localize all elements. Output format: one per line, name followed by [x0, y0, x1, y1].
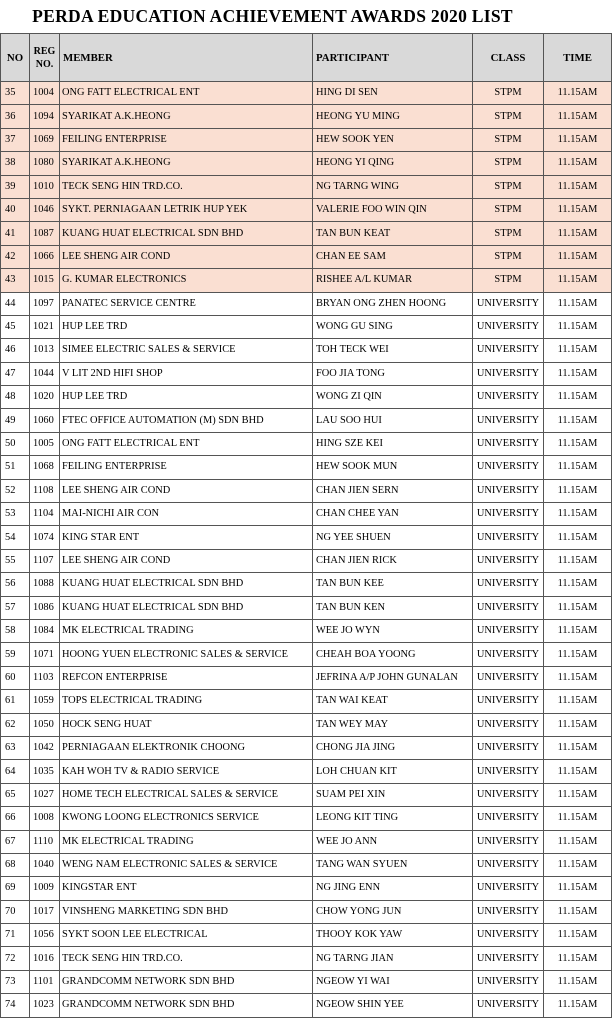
table-row	[1, 690, 612, 713]
reg-number: 1020	[30, 386, 60, 409]
table-row	[1, 222, 612, 245]
reg-number: 1017	[30, 900, 60, 923]
participant-name: TOH TECK WEI	[313, 339, 473, 362]
time-label: 11.15AM	[544, 924, 612, 947]
participant-name: NG TARNG JIAN	[313, 947, 473, 970]
row-number: 66	[1, 807, 30, 830]
class-label: STPM	[473, 245, 544, 268]
reg-number: 1101	[30, 970, 60, 993]
member-name: ONG FATT ELECTRICAL ENT	[60, 432, 313, 455]
member-name: MK ELECTRICAL TRADING	[60, 830, 313, 853]
reg-number: 1059	[30, 690, 60, 713]
member-name: MAI-NICHI AIR CON	[60, 503, 313, 526]
time-label: 11.15AM	[544, 362, 612, 385]
header-time: TIME	[544, 34, 612, 82]
table-row	[1, 409, 612, 432]
reg-number: 1066	[30, 245, 60, 268]
time-label: 11.15AM	[544, 736, 612, 759]
class-label: UNIVERSITY	[473, 339, 544, 362]
participant-name: WEE JO ANN	[313, 830, 473, 853]
table-row	[1, 643, 612, 666]
row-number: 74	[1, 994, 30, 1017]
class-label: UNIVERSITY	[473, 409, 544, 432]
participant-name: HEW SOOK MUN	[313, 456, 473, 479]
class-label: UNIVERSITY	[473, 456, 544, 479]
class-label: UNIVERSITY	[473, 479, 544, 502]
header-reg-line1: REG	[33, 45, 56, 57]
row-number: 57	[1, 596, 30, 619]
member-name: SYARIKAT A.K.HEONG	[60, 152, 313, 175]
class-label: UNIVERSITY	[473, 783, 544, 806]
time-label: 11.15AM	[544, 503, 612, 526]
time-label: 11.15AM	[544, 245, 612, 268]
participant-name: CHOW YONG JUN	[313, 900, 473, 923]
class-label: UNIVERSITY	[473, 432, 544, 455]
time-label: 11.15AM	[544, 549, 612, 572]
reg-number: 1074	[30, 526, 60, 549]
participant-name: HEONG YU MING	[313, 105, 473, 128]
reg-number: 1103	[30, 666, 60, 689]
row-number: 36	[1, 105, 30, 128]
table-row	[1, 339, 612, 362]
participant-name: RISHEE A/L KUMAR	[313, 269, 473, 292]
row-number: 70	[1, 900, 30, 923]
participant-name: HING SZE KEI	[313, 432, 473, 455]
row-number: 49	[1, 409, 30, 432]
time-label: 11.15AM	[544, 128, 612, 151]
table-row	[1, 994, 612, 1017]
table-row	[1, 549, 612, 572]
time-label: 11.15AM	[544, 409, 612, 432]
member-name: KUANG HUAT ELECTRICAL SDN BHD	[60, 573, 313, 596]
header-reg-line2: NO.	[35, 58, 54, 70]
participant-name: WONG GU SING	[313, 315, 473, 338]
class-label: UNIVERSITY	[473, 877, 544, 900]
table-row	[1, 292, 612, 315]
time-label: 11.15AM	[544, 877, 612, 900]
member-name: GRANDCOMM NETWORK SDN BHD	[60, 994, 313, 1017]
row-number: 47	[1, 362, 30, 385]
class-label: UNIVERSITY	[473, 924, 544, 947]
member-name: TOPS ELECTRICAL TRADING	[60, 690, 313, 713]
member-name: TECK SENG HIN TRD.CO.	[60, 175, 313, 198]
row-number: 61	[1, 690, 30, 713]
member-name: SIMEE ELECTRIC SALES & SERVICE	[60, 339, 313, 362]
member-name: SYARIKAT A.K.HEONG	[60, 105, 313, 128]
page-title: PERDA EDUCATION ACHIEVEMENT AWARDS 2020 LIST	[32, 6, 513, 26]
table-row	[1, 573, 612, 596]
time-label: 11.15AM	[544, 853, 612, 876]
participant-name: HEONG YI QING	[313, 152, 473, 175]
member-name: KING STAR ENT	[60, 526, 313, 549]
table-row	[1, 783, 612, 806]
member-name: SYKT. PERNIAGAAN LETRIK HUP YEK	[60, 198, 313, 221]
row-number: 51	[1, 456, 30, 479]
table-row	[1, 970, 612, 993]
row-number: 62	[1, 713, 30, 736]
class-label: UNIVERSITY	[473, 643, 544, 666]
class-label: UNIVERSITY	[473, 947, 544, 970]
member-name: KUANG HUAT ELECTRICAL SDN BHD	[60, 596, 313, 619]
member-name: MK ELECTRICAL TRADING	[60, 619, 313, 642]
table-row	[1, 245, 612, 268]
table-row	[1, 105, 612, 128]
header-class: CLASS	[473, 34, 544, 82]
reg-number: 1104	[30, 503, 60, 526]
time-label: 11.15AM	[544, 386, 612, 409]
member-name: ONG FATT ELECTRICAL ENT	[60, 82, 313, 105]
class-label: STPM	[473, 105, 544, 128]
table-row	[1, 619, 612, 642]
row-number: 73	[1, 970, 30, 993]
table-row	[1, 152, 612, 175]
participant-name: CHAN JIEN SERN	[313, 479, 473, 502]
row-number: 38	[1, 152, 30, 175]
member-name: FEILING ENTERPRISE	[60, 128, 313, 151]
time-label: 11.15AM	[544, 596, 612, 619]
row-number: 45	[1, 315, 30, 338]
table-row	[1, 736, 612, 759]
table-row	[1, 853, 612, 876]
time-label: 11.15AM	[544, 456, 612, 479]
member-name: TECK SENG HIN TRD.CO.	[60, 947, 313, 970]
header-member: MEMBER	[60, 34, 313, 82]
table-row	[1, 713, 612, 736]
reg-number: 1110	[30, 830, 60, 853]
class-label: STPM	[473, 82, 544, 105]
table-body	[1, 82, 612, 1018]
class-label: UNIVERSITY	[473, 900, 544, 923]
table-row	[1, 128, 612, 151]
participant-name: VALERIE FOO WIN QIN	[313, 198, 473, 221]
awards-table	[0, 33, 612, 1018]
member-name: G. KUMAR ELECTRONICS	[60, 269, 313, 292]
time-label: 11.15AM	[544, 198, 612, 221]
member-name: LEE SHENG AIR COND	[60, 479, 313, 502]
participant-name: LOH CHUAN KIT	[313, 760, 473, 783]
class-label: UNIVERSITY	[473, 666, 544, 689]
class-label: UNIVERSITY	[473, 386, 544, 409]
row-number: 41	[1, 222, 30, 245]
member-name: GRANDCOMM NETWORK SDN BHD	[60, 970, 313, 993]
row-number: 44	[1, 292, 30, 315]
time-label: 11.15AM	[544, 830, 612, 853]
participant-name: THOOY KOK YAW	[313, 924, 473, 947]
member-name: VINSHENG MARKETING SDN BHD	[60, 900, 313, 923]
table-row	[1, 760, 612, 783]
row-number: 37	[1, 128, 30, 151]
time-label: 11.15AM	[544, 175, 612, 198]
participant-name: TAN WAI KEAT	[313, 690, 473, 713]
table-row	[1, 315, 612, 338]
class-label: STPM	[473, 269, 544, 292]
member-name: REFCON ENTERPRISE	[60, 666, 313, 689]
reg-number: 1010	[30, 175, 60, 198]
time-label: 11.15AM	[544, 269, 612, 292]
reg-number: 1087	[30, 222, 60, 245]
member-name: KWONG LOONG ELECTRONICS SERVICE	[60, 807, 313, 830]
class-label: STPM	[473, 152, 544, 175]
participant-name: CHONG JIA JING	[313, 736, 473, 759]
row-number: 40	[1, 198, 30, 221]
member-name: FTEC OFFICE AUTOMATION (M) SDN BHD	[60, 409, 313, 432]
class-label: UNIVERSITY	[473, 362, 544, 385]
row-number: 60	[1, 666, 30, 689]
class-label: UNIVERSITY	[473, 760, 544, 783]
time-label: 11.15AM	[544, 479, 612, 502]
time-label: 11.15AM	[544, 643, 612, 666]
reg-number: 1046	[30, 198, 60, 221]
member-name: HOONG YUEN ELECTRONIC SALES & SERVICE	[60, 643, 313, 666]
reg-number: 1016	[30, 947, 60, 970]
reg-number: 1027	[30, 783, 60, 806]
member-name: LEE SHENG AIR COND	[60, 245, 313, 268]
table-row	[1, 503, 612, 526]
time-label: 11.15AM	[544, 573, 612, 596]
class-label: STPM	[473, 198, 544, 221]
reg-number: 1080	[30, 152, 60, 175]
time-label: 11.15AM	[544, 105, 612, 128]
class-label: UNIVERSITY	[473, 807, 544, 830]
reg-number: 1004	[30, 82, 60, 105]
reg-number: 1050	[30, 713, 60, 736]
reg-number: 1086	[30, 596, 60, 619]
member-name: LEE SHENG AIR COND	[60, 549, 313, 572]
reg-number: 1009	[30, 877, 60, 900]
reg-number: 1084	[30, 619, 60, 642]
class-label: UNIVERSITY	[473, 292, 544, 315]
row-number: 63	[1, 736, 30, 759]
reg-number: 1040	[30, 853, 60, 876]
reg-number: 1071	[30, 643, 60, 666]
row-number: 58	[1, 619, 30, 642]
row-number: 46	[1, 339, 30, 362]
row-number: 39	[1, 175, 30, 198]
row-number: 72	[1, 947, 30, 970]
row-number: 48	[1, 386, 30, 409]
reg-number: 1094	[30, 105, 60, 128]
reg-number: 1023	[30, 994, 60, 1017]
participant-name: NGEOW YI WAI	[313, 970, 473, 993]
time-label: 11.15AM	[544, 994, 612, 1017]
header-row	[1, 34, 612, 82]
class-label: UNIVERSITY	[473, 549, 544, 572]
table-row	[1, 947, 612, 970]
table-row	[1, 666, 612, 689]
member-name: PERNIAGAAN ELEKTRONIK CHOONG	[60, 736, 313, 759]
participant-name: WEE JO WYN	[313, 619, 473, 642]
class-label: UNIVERSITY	[473, 736, 544, 759]
row-number: 55	[1, 549, 30, 572]
row-number: 65	[1, 783, 30, 806]
header-reg-no	[30, 34, 60, 82]
participant-name: TAN BUN KEN	[313, 596, 473, 619]
member-name: HOME TECH ELECTRICAL SALES & SERVICE	[60, 783, 313, 806]
time-label: 11.15AM	[544, 783, 612, 806]
table-row	[1, 175, 612, 198]
reg-number: 1035	[30, 760, 60, 783]
time-label: 11.15AM	[544, 222, 612, 245]
member-name: WENG NAM ELECTRONIC SALES & SERVICE	[60, 853, 313, 876]
class-label: UNIVERSITY	[473, 713, 544, 736]
participant-name: LEONG KIT TING	[313, 807, 473, 830]
reg-number: 1056	[30, 924, 60, 947]
class-label: UNIVERSITY	[473, 853, 544, 876]
participant-name: CHEAH BOA YOONG	[313, 643, 473, 666]
participant-name: NG JING ENN	[313, 877, 473, 900]
member-name: KAH WOH TV & RADIO SERVICE	[60, 760, 313, 783]
table-row	[1, 432, 612, 455]
class-label: UNIVERSITY	[473, 596, 544, 619]
row-number: 35	[1, 82, 30, 105]
class-label: UNIVERSITY	[473, 315, 544, 338]
table-header	[1, 34, 612, 82]
reg-number: 1068	[30, 456, 60, 479]
header-participant: PARTICIPANT	[313, 34, 473, 82]
class-label: UNIVERSITY	[473, 970, 544, 993]
participant-name: JEFRINA A/P JOHN GUNALAN	[313, 666, 473, 689]
reg-number: 1044	[30, 362, 60, 385]
reg-number: 1042	[30, 736, 60, 759]
member-name: KINGSTAR ENT	[60, 877, 313, 900]
class-label: UNIVERSITY	[473, 526, 544, 549]
class-label: STPM	[473, 128, 544, 151]
reg-number: 1107	[30, 549, 60, 572]
row-number: 43	[1, 269, 30, 292]
row-number: 54	[1, 526, 30, 549]
table-row	[1, 877, 612, 900]
row-number: 69	[1, 877, 30, 900]
row-number: 67	[1, 830, 30, 853]
participant-name: HING DI SEN	[313, 82, 473, 105]
reg-number: 1008	[30, 807, 60, 830]
class-label: STPM	[473, 222, 544, 245]
row-number: 42	[1, 245, 30, 268]
member-name: SYKT SOON LEE ELECTRICAL	[60, 924, 313, 947]
participant-name: CHAN EE SAM	[313, 245, 473, 268]
row-number: 71	[1, 924, 30, 947]
reg-number: 1060	[30, 409, 60, 432]
member-name: HOCK SENG HUAT	[60, 713, 313, 736]
table-row	[1, 526, 612, 549]
table-row	[1, 362, 612, 385]
time-label: 11.15AM	[544, 526, 612, 549]
participant-name: TAN WEY MAY	[313, 713, 473, 736]
participant-name: HEW SOOK YEN	[313, 128, 473, 151]
time-label: 11.15AM	[544, 970, 612, 993]
time-label: 11.15AM	[544, 760, 612, 783]
participant-name: WONG ZI QIN	[313, 386, 473, 409]
class-label: UNIVERSITY	[473, 503, 544, 526]
reg-number: 1021	[30, 315, 60, 338]
table-row	[1, 82, 612, 105]
time-label: 11.15AM	[544, 666, 612, 689]
participant-name: NG TARNG WING	[313, 175, 473, 198]
table-row	[1, 386, 612, 409]
participant-name: CHAN CHEE YAN	[313, 503, 473, 526]
participant-name: SUAM PEI XIN	[313, 783, 473, 806]
header-no: NO	[1, 34, 30, 82]
time-label: 11.15AM	[544, 315, 612, 338]
reg-number: 1005	[30, 432, 60, 455]
time-label: 11.15AM	[544, 690, 612, 713]
time-label: 11.15AM	[544, 900, 612, 923]
reg-number: 1108	[30, 479, 60, 502]
time-label: 11.15AM	[544, 619, 612, 642]
table-row	[1, 596, 612, 619]
participant-name: LAU SOO HUI	[313, 409, 473, 432]
member-name: KUANG HUAT ELECTRICAL SDN BHD	[60, 222, 313, 245]
class-label: UNIVERSITY	[473, 830, 544, 853]
row-number: 52	[1, 479, 30, 502]
participant-name: BRYAN ONG ZHEN HOONG	[313, 292, 473, 315]
time-label: 11.15AM	[544, 807, 612, 830]
row-number: 56	[1, 573, 30, 596]
time-label: 11.15AM	[544, 947, 612, 970]
row-number: 50	[1, 432, 30, 455]
reg-number: 1069	[30, 128, 60, 151]
table-row	[1, 456, 612, 479]
class-label: UNIVERSITY	[473, 690, 544, 713]
table-row	[1, 269, 612, 292]
participant-name: TAN BUN KEAT	[313, 222, 473, 245]
reg-number: 1013	[30, 339, 60, 362]
row-number: 64	[1, 760, 30, 783]
row-number: 59	[1, 643, 30, 666]
table-row	[1, 479, 612, 502]
participant-name: FOO JIA TONG	[313, 362, 473, 385]
member-name: PANATEC SERVICE CENTRE	[60, 292, 313, 315]
row-number: 68	[1, 853, 30, 876]
time-label: 11.15AM	[544, 432, 612, 455]
participant-name: TAN BUN KEE	[313, 573, 473, 596]
table-row	[1, 900, 612, 923]
member-name: V LIT 2ND HIFI SHOP	[60, 362, 313, 385]
table-row	[1, 807, 612, 830]
participant-name: CHAN JIEN RICK	[313, 549, 473, 572]
participant-name: NGEOW SHIN YEE	[313, 994, 473, 1017]
reg-number: 1088	[30, 573, 60, 596]
member-name: HUP LEE TRD	[60, 386, 313, 409]
time-label: 11.15AM	[544, 152, 612, 175]
reg-number: 1097	[30, 292, 60, 315]
class-label: UNIVERSITY	[473, 994, 544, 1017]
table-row	[1, 198, 612, 221]
member-name: FEILING ENTERPRISE	[60, 456, 313, 479]
member-name: HUP LEE TRD	[60, 315, 313, 338]
time-label: 11.15AM	[544, 292, 612, 315]
time-label: 11.15AM	[544, 713, 612, 736]
time-label: 11.15AM	[544, 339, 612, 362]
class-label: UNIVERSITY	[473, 573, 544, 596]
participant-name: NG YEE SHUEN	[313, 526, 473, 549]
class-label: UNIVERSITY	[473, 619, 544, 642]
class-label: STPM	[473, 175, 544, 198]
table-row	[1, 924, 612, 947]
reg-number: 1015	[30, 269, 60, 292]
table-row	[1, 830, 612, 853]
row-number: 53	[1, 503, 30, 526]
participant-name: TANG WAN SYUEN	[313, 853, 473, 876]
time-label: 11.15AM	[544, 82, 612, 105]
